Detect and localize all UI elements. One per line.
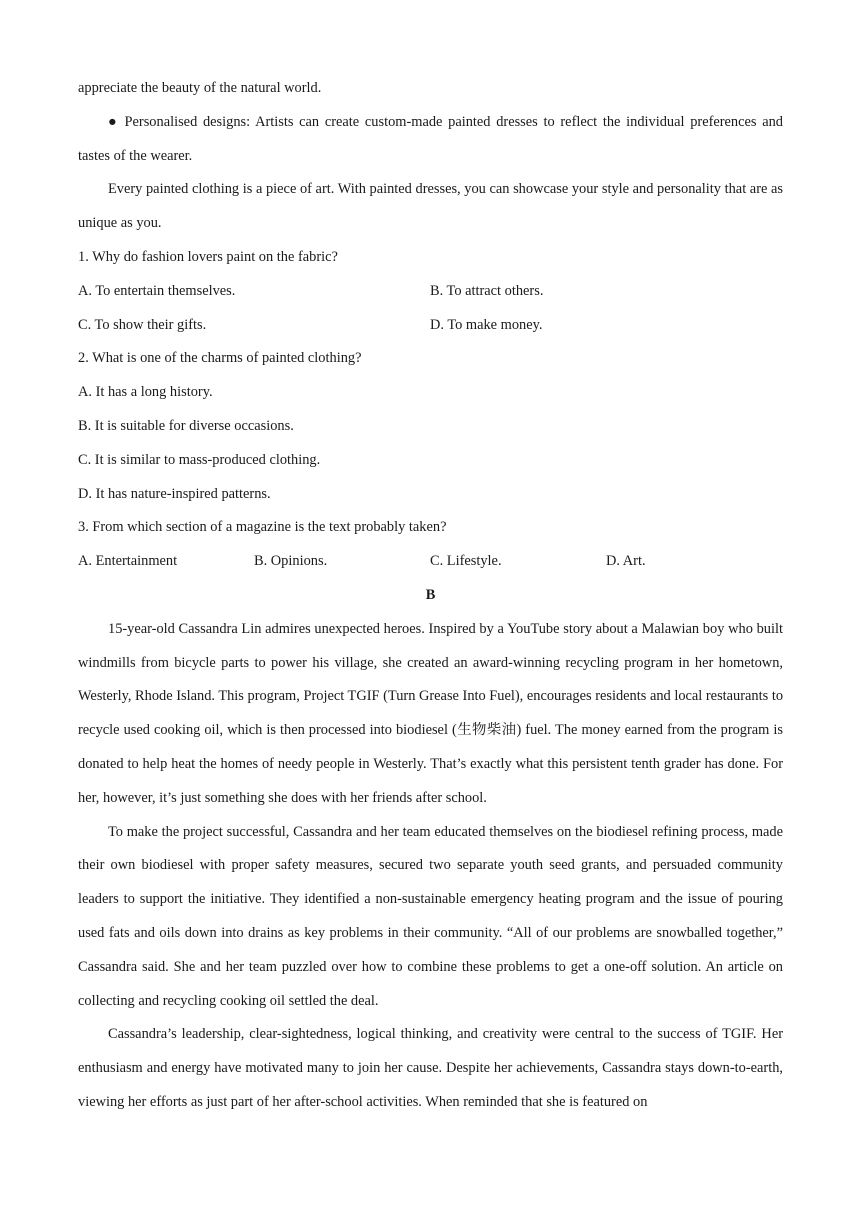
section-b-paragraph-1: 15-year-old Cassandra Lin admires unexpected heroes. Inspired by a YouTube story about a Malawian boy who built windmills from bicycle parts to power his village, she created an award-winning recycling program in her hometown, Westerly, Rhode Island. This program, Project TGIF (Turn Grease Into Fuel), encourages residents and local restaurants to recycle used cooking oil, which is then processed into biodiesel (生物柴油) fuel. The money earned from the program is donated to help heat the homes of needy people in Westerly. That’s exactly what this persistent tenth grader has done. For her, however, it’s just something she does with her friends after school. xyxy=(78,620,784,806)
question-3-options-row xyxy=(78,545,783,579)
question-1-stem: 1. Why do fashion lovers paint on the fabric? xyxy=(78,248,338,265)
question-3-stem: 3. From which section of a magazine is the text probably taken? xyxy=(78,519,447,536)
question-2-option-c: C. It is similar to mass-produced clothing. xyxy=(78,451,321,468)
document-content xyxy=(78,72,783,1120)
section-b-heading: B xyxy=(425,586,436,603)
question-2-option-a: A. It has a long history. xyxy=(78,384,213,401)
question-3-option-c: C. Lifestyle. xyxy=(430,553,502,570)
question-3-option-a: A. Entertainment xyxy=(78,553,178,570)
question-3-option-b: B. Opinions. xyxy=(254,553,328,570)
question-1-option-a: A. To entertain themselves. xyxy=(78,282,236,299)
question-3-option-d: D. Art. xyxy=(606,553,646,570)
question-2-option-d: D. It has nature-inspired patterns. xyxy=(78,485,271,502)
bullet-personalised-designs: ● Personalised designs: Artists can create custom-made painted dresses to reflect the individual preferences and tastes of the wearer. xyxy=(78,113,783,164)
question-1-option-c: C. To show their gifts. xyxy=(78,316,207,333)
section-b-paragraph-2: To make the project successful, Cassandra and her team educated themselves on the biodiesel refining process, made their own biodiesel with proper safety measures, secured two separate youth seed grants, and persuaded community leaders to support the initiative. They identified a non-sustainable emergency heating program and the issue of pouring used fats and oils down into drains as key problems in their community. “All of our problems are snowballed together,” Cassandra said. She and her team puzzled over how to combine these problems to get a one-off solution. An article on collecting and recycling cooking oil settled the deal. xyxy=(78,823,783,1009)
section-b-paragraph-3: Cassandra’s leadership, clear-sightedness, logical thinking, and creativity were central to the success of TGIF. Her enthusiasm and energy have motivated many to join her cause. Despite her achievements, Cassandra stays down-to-earth, viewing her efforts as just part of her after-school activities. When reminded that she is featured on xyxy=(78,1026,783,1110)
question-1-options-row-2 xyxy=(78,309,783,343)
question-1-option-b: B. To attract others. xyxy=(430,282,544,299)
question-1-option-d: D. To make money. xyxy=(430,316,543,333)
intro-closing-paragraph: Every painted clothing is a piece of art. With painted dresses, you can showcase your style and personality that are as unique as you. xyxy=(78,181,783,232)
question-2-stem: 2. What is one of the charms of painted clothing? xyxy=(78,350,362,367)
question-2-option-b: B. It is suitable for diverse occasions. xyxy=(78,417,294,434)
question-1-options-row-1 xyxy=(78,275,783,309)
intro-tail-line: appreciate the beauty of the natural world. xyxy=(78,80,322,96)
